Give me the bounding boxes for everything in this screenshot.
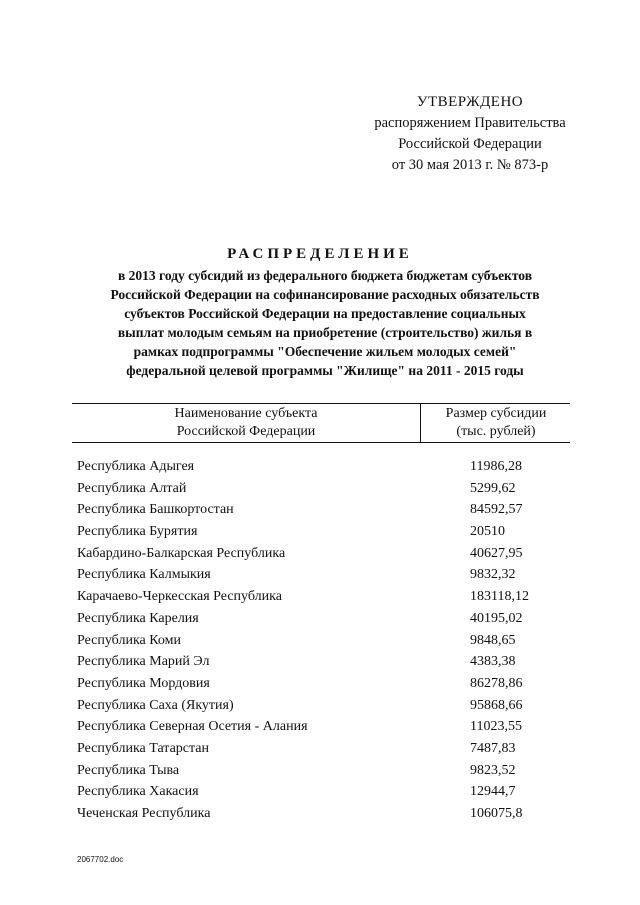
subsidy-amount: 11023,55 xyxy=(470,719,522,735)
column-header-text: Российской Федерации xyxy=(176,424,316,439)
region-name: Республика Карелия xyxy=(77,610,199,626)
subsidy-amount: 20510 xyxy=(470,524,505,540)
subsidy-amount: 9823,52 xyxy=(470,762,516,778)
approval-heading: УТВЕРЖДЕНО xyxy=(416,94,524,110)
table-row xyxy=(77,695,577,717)
column-header-size xyxy=(422,404,570,443)
region-name: Республика Хакасия xyxy=(77,784,199,800)
region-name: Республика Саха (Якутия) xyxy=(77,697,234,713)
document-subtitle xyxy=(70,266,580,380)
subsidy-amount: 5299,62 xyxy=(470,480,516,496)
table-row xyxy=(77,781,577,803)
column-header-text: Размер субсидии xyxy=(445,406,547,421)
table-body xyxy=(77,456,577,825)
subsidy-amount: 95868,66 xyxy=(470,697,523,713)
subsidy-amount: 84592,57 xyxy=(470,502,523,518)
table-row xyxy=(77,543,577,565)
subsidy-amount: 12944,7 xyxy=(470,784,516,800)
approval-stamp xyxy=(345,92,595,176)
subtitle-line: в 2013 году субсидий из федерального бюджета бюджетам субъектов xyxy=(118,268,532,283)
document-title: РАСПРЕДЕЛЕНИЕ xyxy=(227,246,413,262)
table-row xyxy=(77,630,577,652)
table-row xyxy=(77,760,577,782)
subsidy-amount: 9848,65 xyxy=(470,632,516,648)
region-name: Республика Тыва xyxy=(77,762,180,778)
region-name: Республика Бурятия xyxy=(77,524,198,540)
region-name: Республика Мордовия xyxy=(77,675,210,691)
subsidy-amount: 40627,95 xyxy=(470,545,523,561)
subsidy-amount: 9832,32 xyxy=(470,567,516,583)
table-row xyxy=(77,564,577,586)
approval-line: распоряжением Правительства xyxy=(374,115,566,131)
table-row xyxy=(77,738,577,760)
region-name: Республика Адыгея xyxy=(77,459,195,474)
column-header-name xyxy=(72,404,421,443)
region-name: Республика Башкортостан xyxy=(77,502,234,518)
table-row xyxy=(77,456,577,478)
region-name: Республика Алтай xyxy=(77,480,187,496)
table-row xyxy=(77,608,577,630)
table-row xyxy=(77,803,577,825)
subsidy-amount: 7487,83 xyxy=(470,740,516,756)
subtitle-line: субъектов Российской Федерации на предоставление социальных xyxy=(124,306,526,321)
region-name: Республика Татарстан xyxy=(77,740,210,756)
region-name: Республика Коми xyxy=(77,632,181,648)
table-row xyxy=(77,586,577,608)
column-header-text: (тыс. рублей) xyxy=(456,424,536,439)
subsidy-amount: 40195,02 xyxy=(470,610,523,626)
subsidy-amount: 183118,12 xyxy=(470,589,529,605)
region-name: Кабардино-Балкарская Республика xyxy=(77,545,286,561)
table-row xyxy=(77,499,577,521)
region-name: Карачаево-Черкесская Республика xyxy=(77,589,282,605)
table-row xyxy=(77,521,577,543)
table-row xyxy=(77,651,577,673)
subtitle-line: рамках подпрограммы "Обеспечение жильем молодых семей" xyxy=(133,344,517,359)
subtitle-line: Российской Федерации на софинансирование расходных обязательств xyxy=(110,287,540,302)
region-name: Республика Северная Осетия - Алания xyxy=(77,719,308,735)
table-header xyxy=(72,403,570,443)
subtitle-line: федеральной целевой программы "Жилище" на 2011 - 2015 годы xyxy=(126,363,524,378)
document-file-id: 2067702.doc xyxy=(77,855,124,864)
approval-line: Российской Федерации xyxy=(398,136,542,152)
region-name: Республика Марий Эл xyxy=(77,654,210,670)
subsidy-amount: 106075,8 xyxy=(470,806,523,821)
table-row xyxy=(77,673,577,695)
approval-date: от 30 мая 2013 г. № 873-р xyxy=(391,157,549,173)
region-name: Чеченская Республика xyxy=(77,806,211,821)
subsidy-amount: 4383,38 xyxy=(470,654,516,670)
table-row xyxy=(77,716,577,738)
subtitle-line: выплат молодым семьям на приобретение (строительство) жилья в xyxy=(117,325,533,340)
table-row xyxy=(77,478,577,500)
region-name: Республика Калмыкия xyxy=(77,567,211,583)
subsidy-amount: 86278,86 xyxy=(470,675,523,691)
column-header-text: Наименование субъекта xyxy=(174,406,318,421)
subsidy-amount: 11986,28 xyxy=(470,459,522,474)
